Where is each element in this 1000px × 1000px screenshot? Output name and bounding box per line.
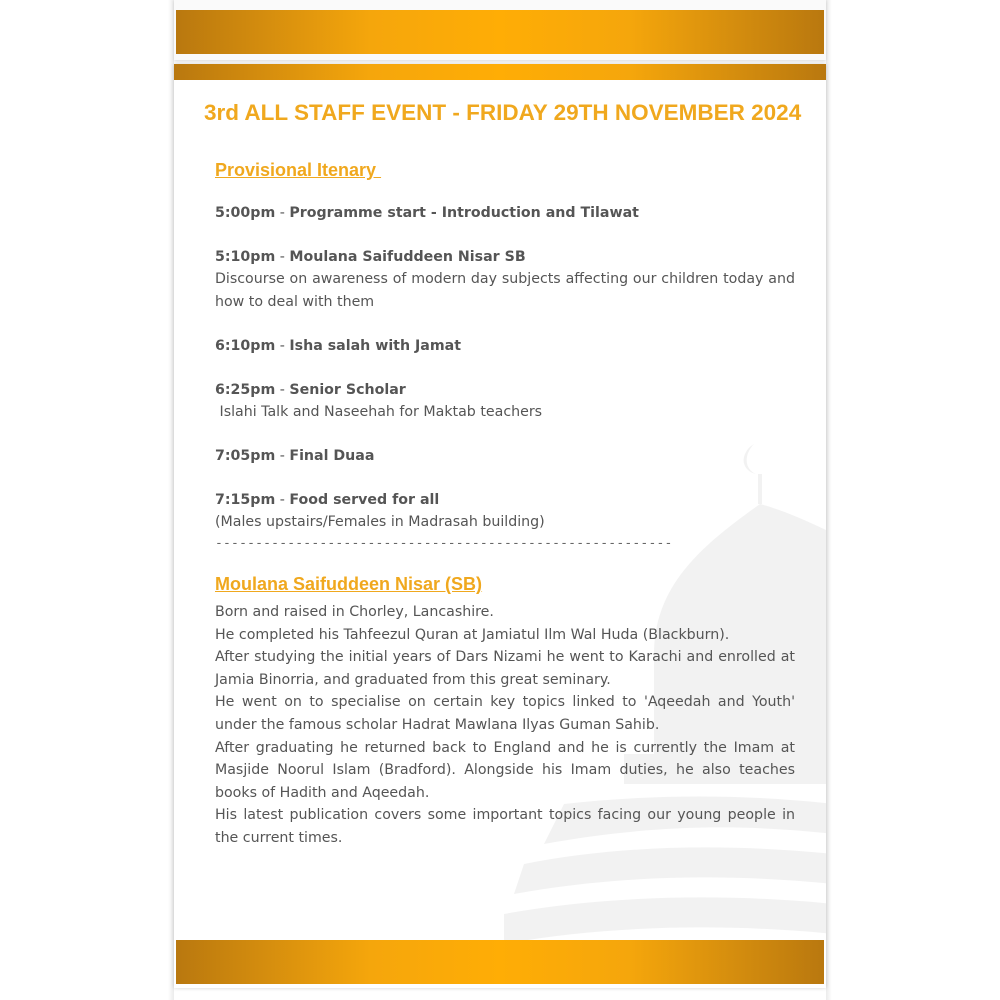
item-separator: - bbox=[275, 448, 290, 464]
item-time: 6:25pm bbox=[215, 382, 276, 398]
item-title: Senior Scholar bbox=[289, 382, 406, 398]
item-time: 6:10pm bbox=[215, 338, 276, 354]
item-detail: Islahi Talk and Naseehah for Maktab teachers bbox=[215, 404, 543, 420]
itinerary-item bbox=[215, 379, 795, 401]
item-separator: - bbox=[275, 205, 290, 221]
itinerary-item bbox=[215, 489, 795, 511]
bio-line: After graduating he returned back to England and he is currently the Imam at Masjide Noorul Islam (Bradford). Alongside his Imam duties, he also teaches books of Hadith and Aqeedah. bbox=[215, 739, 795, 801]
page-shadow-right bbox=[826, 0, 832, 1000]
item-title: Isha salah with Jamat bbox=[289, 338, 461, 354]
item-title: Food served for all bbox=[289, 492, 440, 508]
itinerary-item bbox=[215, 246, 795, 268]
item-separator: - bbox=[275, 492, 290, 508]
card-top-gold-bar bbox=[174, 64, 826, 80]
bio-line: His latest publication covers some important topics facing our young people in the current times. bbox=[215, 807, 795, 846]
bio-line: He completed his Tahfeezul Quran at Jamiatul Ilm Wal Huda (Blackburn). bbox=[215, 626, 730, 643]
bio-line: He went on to specialise on certain key topics linked to 'Aqeedah and Youth' under the famous scholar Hadrat Mawlana Ilyas Guman Sahib. bbox=[215, 694, 795, 733]
item-separator: - bbox=[275, 382, 290, 398]
header-gold-bar bbox=[176, 10, 824, 54]
itinerary-item bbox=[215, 445, 795, 467]
itinerary-item bbox=[215, 335, 795, 357]
event-title: 3rd ALL STAFF EVENT - FRIDAY 29TH NOVEMBER 2024 bbox=[204, 100, 802, 125]
item-time: 7:15pm bbox=[215, 492, 276, 508]
bio-text bbox=[215, 601, 795, 850]
item-separator: - bbox=[275, 249, 290, 265]
bio-line: Born and raised in Chorley, Lancashire. bbox=[215, 604, 494, 620]
item-separator: - bbox=[275, 338, 290, 354]
item-time: 7:05pm bbox=[215, 448, 276, 464]
item-title: Final Duaa bbox=[289, 448, 375, 464]
item-title: Programme start - Introduction and Tilawat bbox=[289, 205, 639, 221]
itinerary-heading: Provisional Itenary bbox=[215, 160, 382, 180]
event-card bbox=[174, 64, 826, 988]
bio-heading: Moulana Saifuddeen Nisar (SB) bbox=[215, 574, 483, 594]
footer-gold-bar bbox=[176, 940, 824, 984]
item-time: 5:00pm bbox=[215, 205, 276, 221]
item-title: Moulana Saifuddeen Nisar SB bbox=[289, 249, 526, 265]
item-detail: (Males upstairs/Females in Madrasah building) bbox=[215, 514, 545, 530]
item-detail: Discourse on awareness of modern day subjects affecting our children today and how to deal with them bbox=[215, 271, 795, 310]
bio-line: After studying the initial years of Dars Nizami he went to Karachi and enrolled at Jamia Binorria, and graduated from this great seminary. bbox=[215, 649, 795, 688]
section-divider: --------------------------------------------------------- bbox=[215, 536, 673, 551]
item-time: 5:10pm bbox=[215, 249, 276, 265]
itinerary-item bbox=[215, 202, 795, 224]
